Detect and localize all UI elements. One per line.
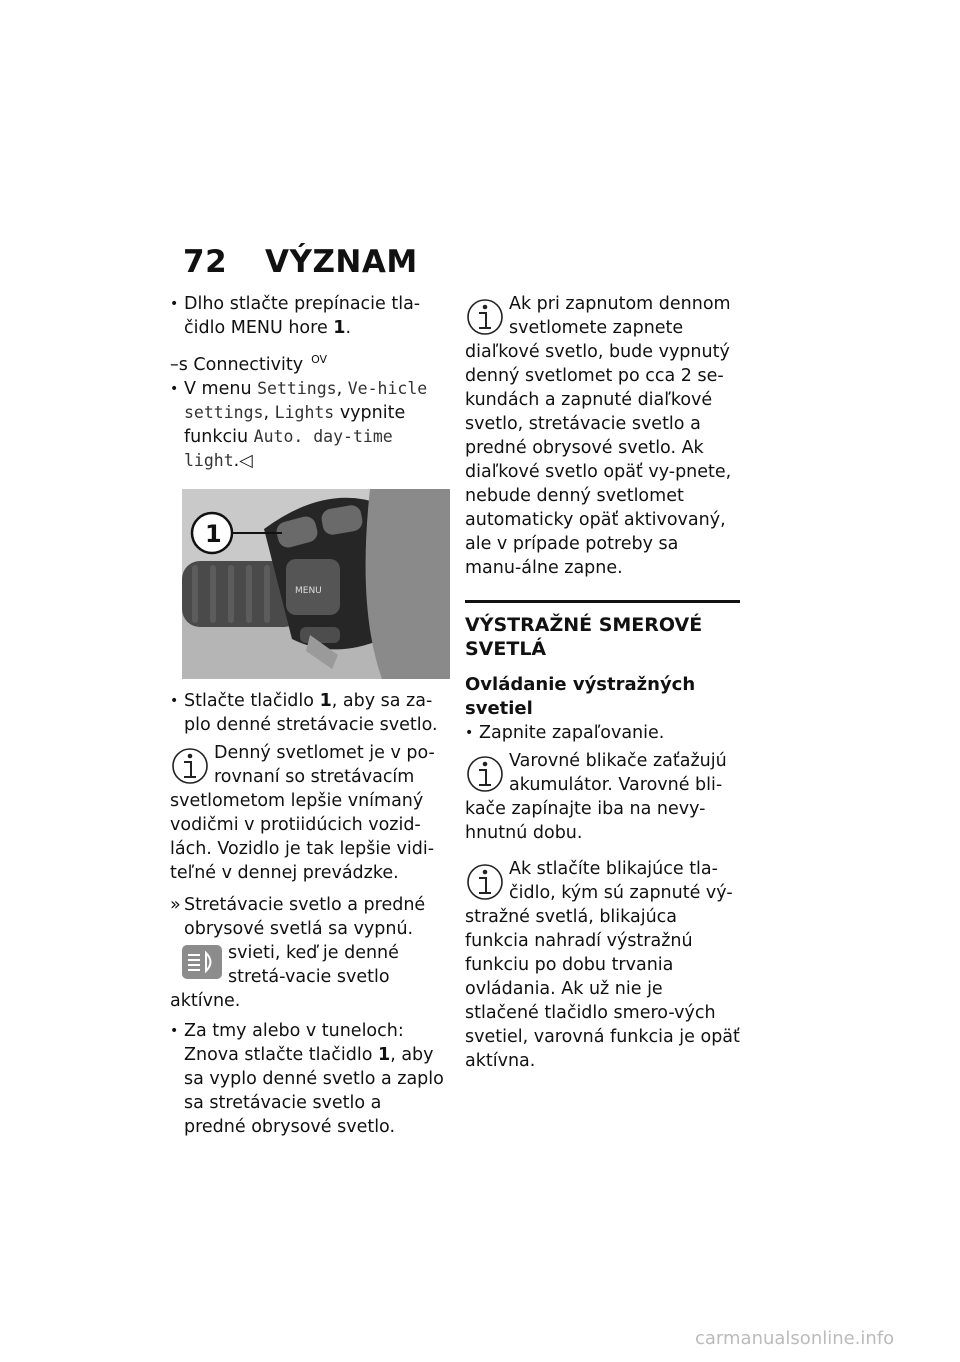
info-icon	[465, 861, 505, 903]
result-item	[170, 893, 445, 941]
menu-button-label: MENU	[295, 585, 322, 596]
menu-path: Ve-hicle settings	[184, 378, 428, 422]
instruction-text: Stlačte tlačidlo	[184, 690, 314, 711]
list-item	[170, 292, 445, 340]
info-icon	[465, 296, 505, 338]
punct: ,	[336, 378, 343, 399]
lamp-text: svieti, keď je denné stretá-vacie svetlo aktívne.	[170, 942, 399, 1011]
instruction-text: , aby sa vyplo denné svetlo a zaplo sa stretávacie svetlo a predné obrysové svetlo.	[184, 1044, 444, 1137]
menu-path: Settings	[257, 378, 337, 398]
instruction-text: V menu	[184, 378, 252, 399]
left-column	[170, 292, 445, 1139]
instruction-text: Dlho stlačte prepínacie tla-čidlo MENU hore	[184, 294, 421, 338]
instruction-text: Za tmy alebo v tuneloch: Znova stlačte tlačidlo	[184, 1020, 404, 1065]
handlebar-switch-photo	[182, 489, 450, 679]
callout-ref: 1	[319, 690, 332, 711]
info-note	[170, 741, 445, 885]
page-title: VÝZNAM	[265, 244, 418, 280]
note-text: Ak pri zapnutom dennom svetlomete zapnete diaľkové svetlo, bude vypnutý denný svetlomet po cca 2 se-kundách a zapnuté diaľkové svetlo, stretávacie svetlo a predné obrysové svetlo. Ak diaľkové svetlo opäť vy-pnete, nebude denný svetlomet automaticky opäť aktivovaný, ale v prípade potreby sa manu-álne zapne.	[465, 294, 732, 578]
list-item	[465, 721, 740, 745]
page-header	[183, 244, 418, 280]
info-note	[465, 292, 740, 580]
callout-ref: 1	[333, 318, 346, 338]
subsection-title: Ovládanie výstražných svetiel	[465, 674, 696, 719]
menu-path: Lights	[274, 402, 335, 422]
bullet-icon: •	[170, 692, 179, 709]
instruction-text: vypnite funkciu	[184, 402, 406, 447]
result-icon: »	[170, 894, 181, 915]
lamp-note	[170, 941, 445, 1013]
watermark: carmanualsonline.info	[695, 1328, 895, 1349]
bullet-icon: •	[465, 725, 474, 741]
option-label: –s Connectivity	[170, 354, 304, 375]
bullet-icon: •	[170, 380, 179, 397]
note-text: Denný svetlomet je v po-rovnaní so stretávacím svetlometom lepšie vnímaný vodičmi v protiidúcich vozid-lách. Vozidlo je tak lepšie vidi-teľné v dennej prevádzke.	[170, 742, 435, 883]
end-mark: .◁	[233, 450, 253, 471]
menu-path: Auto. day-time light	[184, 426, 393, 470]
info-note	[465, 857, 740, 1073]
info-icon	[170, 745, 210, 787]
punct: ,	[263, 402, 270, 423]
page-number: 72	[183, 244, 228, 280]
right-column	[465, 292, 740, 1073]
note-text: Ak stlačíte blikajúce tla-čidlo, kým sú zapnuté vý-stražné svetlá, blikajúca funkcia nahradí výstražnú funkciu po dobu trvania ovládania. Ak už nie je stlačené tlačidlo smero-vých svetiel, varovná funkcia je opäť aktívna.	[465, 859, 740, 1071]
list-item	[170, 1019, 445, 1139]
callout-ref: 1	[378, 1044, 391, 1065]
option-line	[170, 348, 445, 377]
instruction-text: , aby sa za-plo denné stretávacie svetlo.	[184, 690, 438, 735]
section-divider	[465, 600, 740, 603]
option-code: OV	[311, 353, 328, 366]
bullet-icon: •	[170, 296, 179, 312]
instruction-text: Zapnite zapaľovanie.	[479, 723, 665, 743]
result-text: Stretávacie svetlo a predné obrysové svetlá sa vypnú.	[184, 894, 426, 939]
info-note	[465, 749, 740, 845]
punct: .	[345, 318, 352, 338]
info-icon	[465, 753, 505, 795]
list-item	[170, 689, 445, 737]
callout-number: 1	[205, 519, 222, 548]
section-title: VÝSTRAŽNÉ SMEROVÉ SVETLÁ	[465, 614, 703, 660]
low-beam-lamp-icon	[182, 945, 222, 979]
list-item	[170, 377, 445, 473]
bullet-icon: •	[170, 1022, 179, 1039]
note-text: Varovné blikače zaťažujú akumulátor. Varovné bli-kače zapínajte iba na nevy-hnutnú dobu.	[465, 751, 727, 843]
